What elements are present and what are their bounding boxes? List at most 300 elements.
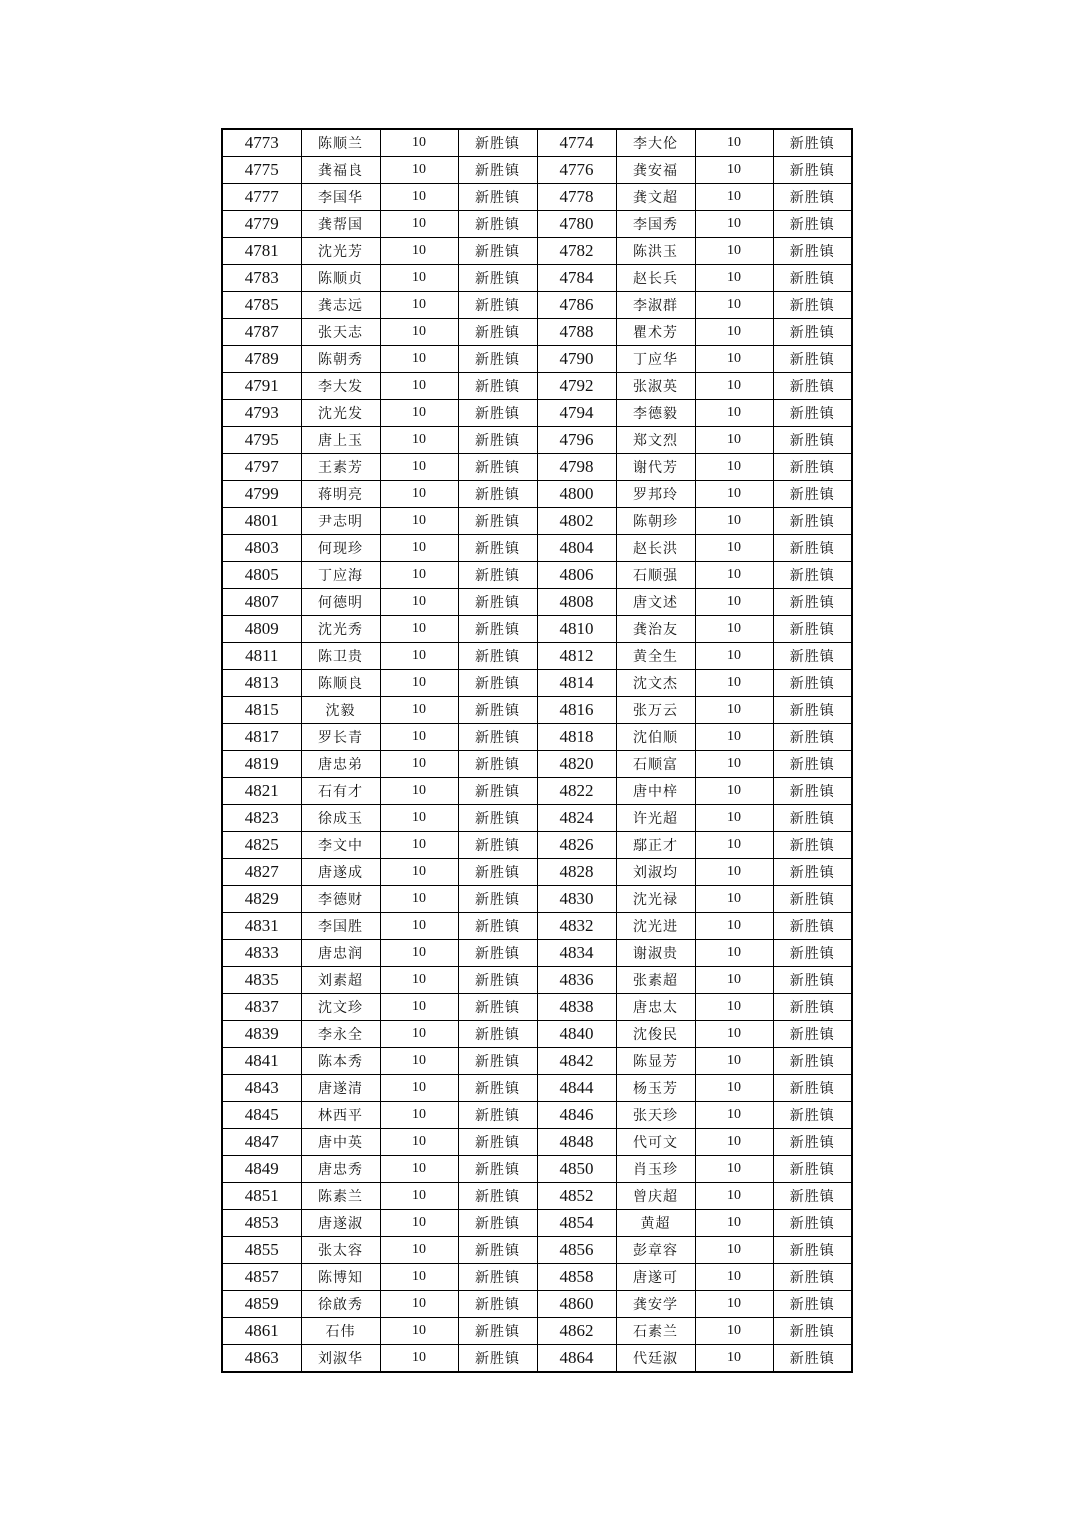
town-name: 新胜镇 (458, 778, 537, 805)
roster-table (221, 128, 853, 1373)
person-name: 杨玉芳 (616, 1075, 695, 1102)
town-name: 新胜镇 (773, 346, 852, 373)
person-name: 李德毅 (616, 400, 695, 427)
person-name: 代廷淑 (616, 1345, 695, 1373)
amount-value: 10 (695, 1156, 773, 1183)
table-row (222, 319, 852, 346)
person-name: 沈光禄 (616, 886, 695, 913)
record-number: 4804 (537, 535, 616, 562)
amount-value: 10 (380, 319, 458, 346)
amount-value: 10 (695, 184, 773, 211)
record-number: 4841 (222, 1048, 301, 1075)
amount-value: 10 (380, 1021, 458, 1048)
record-number: 4831 (222, 913, 301, 940)
amount-value: 10 (695, 265, 773, 292)
town-name: 新胜镇 (458, 994, 537, 1021)
record-number: 4837 (222, 994, 301, 1021)
amount-value: 10 (380, 508, 458, 535)
town-name: 新胜镇 (773, 832, 852, 859)
record-number: 4860 (537, 1291, 616, 1318)
person-name: 王素芳 (301, 454, 380, 481)
record-number: 4773 (222, 129, 301, 157)
town-name: 新胜镇 (773, 400, 852, 427)
table-row (222, 643, 852, 670)
table-row (222, 211, 852, 238)
record-number: 4838 (537, 994, 616, 1021)
person-name: 陈顺贞 (301, 265, 380, 292)
person-name: 沈毅 (301, 697, 380, 724)
amount-value: 10 (380, 1102, 458, 1129)
town-name: 新胜镇 (773, 265, 852, 292)
person-name: 沈俊民 (616, 1021, 695, 1048)
record-number: 4807 (222, 589, 301, 616)
person-name: 唐遂可 (616, 1264, 695, 1291)
town-name: 新胜镇 (773, 1318, 852, 1345)
town-name: 新胜镇 (773, 967, 852, 994)
person-name: 石有才 (301, 778, 380, 805)
record-number: 4852 (537, 1183, 616, 1210)
town-name: 新胜镇 (773, 805, 852, 832)
town-name: 新胜镇 (458, 1129, 537, 1156)
table-row (222, 913, 852, 940)
person-name: 何德明 (301, 589, 380, 616)
amount-value: 10 (695, 373, 773, 400)
record-number: 4779 (222, 211, 301, 238)
person-name: 陈本秀 (301, 1048, 380, 1075)
person-name: 龚福良 (301, 157, 380, 184)
record-number: 4820 (537, 751, 616, 778)
person-name: 沈光进 (616, 913, 695, 940)
town-name: 新胜镇 (773, 778, 852, 805)
amount-value: 10 (695, 1318, 773, 1345)
town-name: 新胜镇 (773, 211, 852, 238)
record-number: 4787 (222, 319, 301, 346)
town-name: 新胜镇 (458, 129, 537, 157)
town-name: 新胜镇 (773, 1075, 852, 1102)
person-name: 陈博知 (301, 1264, 380, 1291)
amount-value: 10 (695, 1210, 773, 1237)
table-row (222, 940, 852, 967)
person-name: 唐遂清 (301, 1075, 380, 1102)
amount-value: 10 (380, 1264, 458, 1291)
table-row (222, 346, 852, 373)
person-name: 龚帮国 (301, 211, 380, 238)
amount-value: 10 (695, 481, 773, 508)
table-row (222, 1021, 852, 1048)
table-row (222, 129, 852, 157)
table-row (222, 1291, 852, 1318)
amount-value: 10 (380, 589, 458, 616)
record-number: 4859 (222, 1291, 301, 1318)
amount-value: 10 (380, 1291, 458, 1318)
table-row (222, 994, 852, 1021)
town-name: 新胜镇 (458, 697, 537, 724)
person-name: 蒋明亮 (301, 481, 380, 508)
table-row (222, 265, 852, 292)
record-number: 4845 (222, 1102, 301, 1129)
amount-value: 10 (695, 805, 773, 832)
record-number: 4836 (537, 967, 616, 994)
amount-value: 10 (695, 751, 773, 778)
town-name: 新胜镇 (773, 157, 852, 184)
person-name: 沈文珍 (301, 994, 380, 1021)
table-row (222, 427, 852, 454)
amount-value: 10 (695, 1237, 773, 1264)
town-name: 新胜镇 (773, 1210, 852, 1237)
amount-value: 10 (380, 1183, 458, 1210)
amount-value: 10 (380, 562, 458, 589)
amount-value: 10 (695, 1021, 773, 1048)
record-number: 4830 (537, 886, 616, 913)
person-name: 徐啟秀 (301, 1291, 380, 1318)
record-number: 4821 (222, 778, 301, 805)
town-name: 新胜镇 (773, 427, 852, 454)
person-name: 陈洪玉 (616, 238, 695, 265)
amount-value: 10 (695, 535, 773, 562)
town-name: 新胜镇 (458, 1048, 537, 1075)
person-name: 沈文杰 (616, 670, 695, 697)
amount-value: 10 (380, 967, 458, 994)
person-name: 罗长青 (301, 724, 380, 751)
amount-value: 10 (380, 1048, 458, 1075)
town-name: 新胜镇 (458, 1345, 537, 1373)
amount-value: 10 (380, 1129, 458, 1156)
town-name: 新胜镇 (458, 643, 537, 670)
record-number: 4788 (537, 319, 616, 346)
record-number: 4834 (537, 940, 616, 967)
amount-value: 10 (695, 616, 773, 643)
record-number: 4824 (537, 805, 616, 832)
person-name: 陈朝秀 (301, 346, 380, 373)
person-name: 石伟 (301, 1318, 380, 1345)
table-row (222, 373, 852, 400)
town-name: 新胜镇 (773, 1183, 852, 1210)
town-name: 新胜镇 (773, 724, 852, 751)
amount-value: 10 (695, 319, 773, 346)
amount-value: 10 (695, 292, 773, 319)
record-number: 4835 (222, 967, 301, 994)
person-name: 何现珍 (301, 535, 380, 562)
amount-value: 10 (380, 805, 458, 832)
person-name: 沈光发 (301, 400, 380, 427)
record-number: 4790 (537, 346, 616, 373)
town-name: 新胜镇 (773, 886, 852, 913)
town-name: 新胜镇 (458, 319, 537, 346)
record-number: 4827 (222, 859, 301, 886)
record-number: 4784 (537, 265, 616, 292)
person-name: 石顺富 (616, 751, 695, 778)
person-name: 李永全 (301, 1021, 380, 1048)
record-number: 4858 (537, 1264, 616, 1291)
person-name: 唐忠润 (301, 940, 380, 967)
record-number: 4843 (222, 1075, 301, 1102)
town-name: 新胜镇 (458, 373, 537, 400)
person-name: 黄超 (616, 1210, 695, 1237)
record-number: 4814 (537, 670, 616, 697)
record-number: 4822 (537, 778, 616, 805)
amount-value: 10 (380, 427, 458, 454)
table-row (222, 292, 852, 319)
amount-value: 10 (380, 292, 458, 319)
amount-value: 10 (380, 886, 458, 913)
town-name: 新胜镇 (458, 1156, 537, 1183)
table-row (222, 562, 852, 589)
record-number: 4781 (222, 238, 301, 265)
person-name: 徐成玉 (301, 805, 380, 832)
person-name: 陈卫贵 (301, 643, 380, 670)
person-name: 李大伦 (616, 129, 695, 157)
person-name: 龚治友 (616, 616, 695, 643)
town-name: 新胜镇 (773, 670, 852, 697)
record-number: 4800 (537, 481, 616, 508)
town-name: 新胜镇 (773, 562, 852, 589)
record-number: 4802 (537, 508, 616, 535)
person-name: 代可文 (616, 1129, 695, 1156)
record-number: 4795 (222, 427, 301, 454)
record-number: 4783 (222, 265, 301, 292)
record-number: 4816 (537, 697, 616, 724)
amount-value: 10 (380, 940, 458, 967)
town-name: 新胜镇 (458, 886, 537, 913)
person-name: 唐忠太 (616, 994, 695, 1021)
town-name: 新胜镇 (773, 913, 852, 940)
person-name: 彭章容 (616, 1237, 695, 1264)
amount-value: 10 (695, 454, 773, 481)
record-number: 4809 (222, 616, 301, 643)
table-row (222, 589, 852, 616)
amount-value: 10 (380, 1156, 458, 1183)
person-name: 唐中梓 (616, 778, 695, 805)
table-row (222, 1210, 852, 1237)
town-name: 新胜镇 (773, 1345, 852, 1373)
person-name: 石素兰 (616, 1318, 695, 1345)
town-name: 新胜镇 (458, 940, 537, 967)
town-name: 新胜镇 (773, 940, 852, 967)
person-name: 李国胜 (301, 913, 380, 940)
amount-value: 10 (380, 1210, 458, 1237)
record-number: 4829 (222, 886, 301, 913)
table-row (222, 1075, 852, 1102)
town-name: 新胜镇 (773, 859, 852, 886)
record-number: 4775 (222, 157, 301, 184)
record-number: 4853 (222, 1210, 301, 1237)
town-name: 新胜镇 (458, 589, 537, 616)
person-name: 龚文超 (616, 184, 695, 211)
town-name: 新胜镇 (773, 1102, 852, 1129)
record-number: 4796 (537, 427, 616, 454)
person-name: 张太容 (301, 1237, 380, 1264)
town-name: 新胜镇 (458, 427, 537, 454)
town-name: 新胜镇 (458, 751, 537, 778)
town-name: 新胜镇 (458, 535, 537, 562)
record-number: 4850 (537, 1156, 616, 1183)
record-number: 4793 (222, 400, 301, 427)
record-number: 4861 (222, 1318, 301, 1345)
record-number: 4847 (222, 1129, 301, 1156)
person-name: 李国秀 (616, 211, 695, 238)
record-number: 4810 (537, 616, 616, 643)
amount-value: 10 (380, 1318, 458, 1345)
town-name: 新胜镇 (773, 589, 852, 616)
amount-value: 10 (380, 157, 458, 184)
table-row (222, 724, 852, 751)
person-name: 曾庆超 (616, 1183, 695, 1210)
town-name: 新胜镇 (458, 184, 537, 211)
town-name: 新胜镇 (773, 1264, 852, 1291)
record-number: 4785 (222, 292, 301, 319)
person-name: 赵长洪 (616, 535, 695, 562)
town-name: 新胜镇 (458, 1264, 537, 1291)
amount-value: 10 (380, 346, 458, 373)
town-name: 新胜镇 (458, 157, 537, 184)
record-number: 4777 (222, 184, 301, 211)
record-number: 4844 (537, 1075, 616, 1102)
record-number: 4828 (537, 859, 616, 886)
amount-value: 10 (695, 346, 773, 373)
amount-value: 10 (380, 778, 458, 805)
town-name: 新胜镇 (458, 805, 537, 832)
amount-value: 10 (695, 1264, 773, 1291)
amount-value: 10 (695, 1291, 773, 1318)
record-number: 4842 (537, 1048, 616, 1075)
town-name: 新胜镇 (458, 562, 537, 589)
town-name: 新胜镇 (458, 1021, 537, 1048)
town-name: 新胜镇 (458, 1291, 537, 1318)
table-row (222, 805, 852, 832)
table-row (222, 616, 852, 643)
person-name: 丁应华 (616, 346, 695, 373)
town-name: 新胜镇 (458, 508, 537, 535)
town-name: 新胜镇 (773, 1129, 852, 1156)
record-number: 4813 (222, 670, 301, 697)
town-name: 新胜镇 (458, 1237, 537, 1264)
record-number: 4794 (537, 400, 616, 427)
person-name: 谢代芳 (616, 454, 695, 481)
record-number: 4776 (537, 157, 616, 184)
record-number: 4833 (222, 940, 301, 967)
amount-value: 10 (380, 481, 458, 508)
table-row (222, 751, 852, 778)
record-number: 4815 (222, 697, 301, 724)
person-name: 刘素超 (301, 967, 380, 994)
town-name: 新胜镇 (773, 751, 852, 778)
table-row (222, 778, 852, 805)
record-number: 4825 (222, 832, 301, 859)
amount-value: 10 (380, 751, 458, 778)
record-number: 4849 (222, 1156, 301, 1183)
amount-value: 10 (380, 373, 458, 400)
roster-body (222, 129, 852, 1372)
town-name: 新胜镇 (458, 454, 537, 481)
amount-value: 10 (695, 643, 773, 670)
amount-value: 10 (380, 994, 458, 1021)
table-row (222, 454, 852, 481)
town-name: 新胜镇 (773, 184, 852, 211)
amount-value: 10 (695, 427, 773, 454)
town-name: 新胜镇 (458, 238, 537, 265)
town-name: 新胜镇 (773, 616, 852, 643)
record-number: 4832 (537, 913, 616, 940)
person-name: 李文中 (301, 832, 380, 859)
town-name: 新胜镇 (773, 697, 852, 724)
person-name: 张天珍 (616, 1102, 695, 1129)
town-name: 新胜镇 (773, 238, 852, 265)
amount-value: 10 (380, 616, 458, 643)
record-number: 4826 (537, 832, 616, 859)
amount-value: 10 (695, 940, 773, 967)
table-row (222, 1156, 852, 1183)
amount-value: 10 (380, 211, 458, 238)
record-number: 4803 (222, 535, 301, 562)
person-name: 沈伯顺 (616, 724, 695, 751)
amount-value: 10 (695, 238, 773, 265)
table-row (222, 967, 852, 994)
town-name: 新胜镇 (773, 535, 852, 562)
amount-value: 10 (695, 589, 773, 616)
town-name: 新胜镇 (458, 670, 537, 697)
person-name: 瞿术芳 (616, 319, 695, 346)
amount-value: 10 (380, 697, 458, 724)
person-name: 谢淑贵 (616, 940, 695, 967)
town-name: 新胜镇 (773, 373, 852, 400)
person-name: 刘淑均 (616, 859, 695, 886)
record-number: 4854 (537, 1210, 616, 1237)
person-name: 李德财 (301, 886, 380, 913)
record-number: 4818 (537, 724, 616, 751)
amount-value: 10 (380, 184, 458, 211)
town-name: 新胜镇 (773, 508, 852, 535)
record-number: 4774 (537, 129, 616, 157)
amount-value: 10 (695, 859, 773, 886)
person-name: 尹志明 (301, 508, 380, 535)
record-number: 4823 (222, 805, 301, 832)
table-row (222, 481, 852, 508)
town-name: 新胜镇 (458, 292, 537, 319)
town-name: 新胜镇 (773, 994, 852, 1021)
town-name: 新胜镇 (458, 616, 537, 643)
amount-value: 10 (695, 886, 773, 913)
person-name: 唐忠弟 (301, 751, 380, 778)
town-name: 新胜镇 (458, 1210, 537, 1237)
town-name: 新胜镇 (458, 346, 537, 373)
amount-value: 10 (695, 697, 773, 724)
amount-value: 10 (380, 238, 458, 265)
person-name: 李淑群 (616, 292, 695, 319)
person-name: 沈光芳 (301, 238, 380, 265)
record-number: 4863 (222, 1345, 301, 1373)
amount-value: 10 (695, 913, 773, 940)
town-name: 新胜镇 (773, 481, 852, 508)
amount-value: 10 (695, 129, 773, 157)
town-name: 新胜镇 (458, 724, 537, 751)
amount-value: 10 (380, 1237, 458, 1264)
record-number: 4819 (222, 751, 301, 778)
amount-value: 10 (695, 1048, 773, 1075)
record-number: 4806 (537, 562, 616, 589)
amount-value: 10 (695, 1102, 773, 1129)
amount-value: 10 (695, 994, 773, 1021)
record-number: 4857 (222, 1264, 301, 1291)
person-name: 张素超 (616, 967, 695, 994)
person-name: 龚安福 (616, 157, 695, 184)
town-name: 新胜镇 (458, 1183, 537, 1210)
record-number: 4856 (537, 1237, 616, 1264)
town-name: 新胜镇 (773, 1156, 852, 1183)
amount-value: 10 (695, 562, 773, 589)
record-number: 4846 (537, 1102, 616, 1129)
amount-value: 10 (380, 1075, 458, 1102)
amount-value: 10 (380, 535, 458, 562)
